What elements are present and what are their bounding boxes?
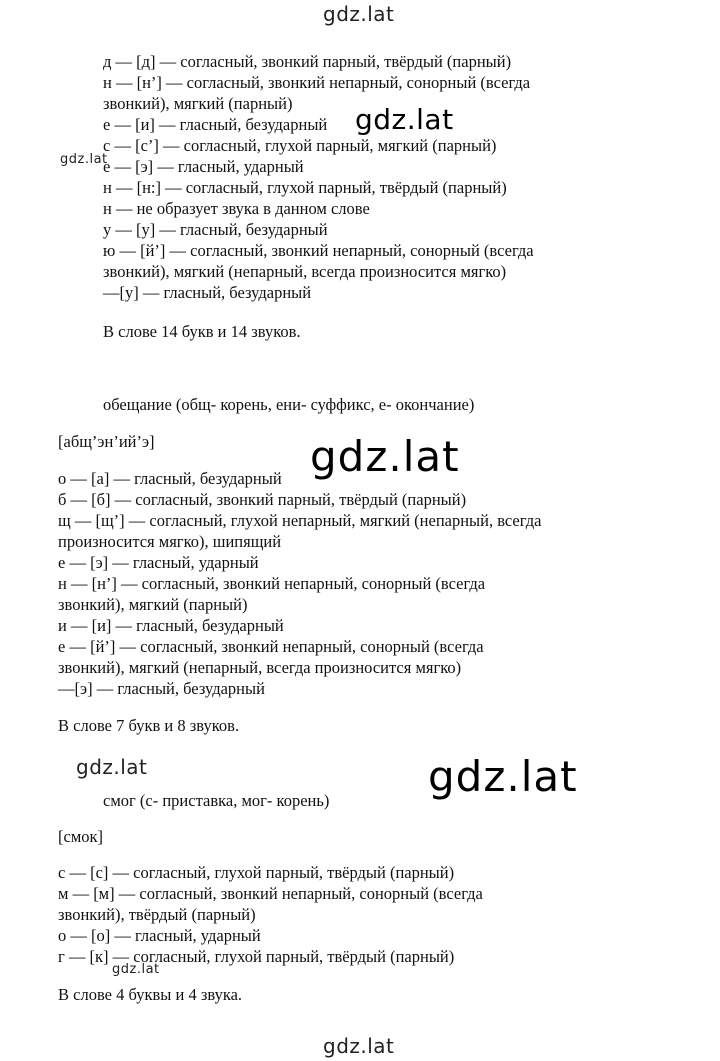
analysis-line: о — [о] — гласный, ударный (58, 926, 261, 945)
word-breakdown: обещание (общ- корень, ени- суффикс, е- окончание) (103, 395, 475, 414)
analysis-line: щ — [щ’] — согласный, глухой непарный, мягкий (непарный, всегда (58, 511, 542, 530)
transcription: [смок] (58, 827, 104, 846)
analysis-line: звонкий), твёрдый (парный) (58, 905, 256, 924)
watermark: gdz.lat (60, 152, 108, 167)
analysis-line: с — [с] — согласный, глухой парный, твёрдый (парный) (58, 863, 455, 882)
analysis-line: г — [к] — согласный, глухой парный, твёрдый (парный) (58, 947, 455, 966)
analysis-line: е — [и] — гласный, безударный (103, 115, 328, 134)
analysis-line: звонкий), мягкий (непарный, всегда произносится мягко) (58, 658, 462, 677)
analysis-line: е — [э] — гласный, ударный (58, 553, 259, 572)
watermark: gdz.lat (428, 752, 578, 801)
analysis-line: д — [д] — согласный, звонкий парный, твёрдый (парный) (103, 52, 512, 71)
analysis-line: е — [э] — гласный, ударный (103, 157, 304, 176)
analysis-line: звонкий), мягкий (парный) (103, 94, 293, 113)
analysis-line: м — [м] — согласный, звонкий непарный, сонорный (всегда (58, 884, 483, 903)
summary-text: В слове 7 букв и 8 звуков. (58, 716, 240, 735)
analysis-line: о — [а] — гласный, безударный (58, 469, 282, 488)
summary-text: В слове 4 буквы и 4 звука. (58, 985, 243, 1004)
watermark-top: gdz.lat (323, 2, 395, 26)
analysis-line: н — не образует звука в данном слове (103, 199, 370, 218)
watermark: gdz.lat (310, 432, 460, 481)
analysis-line: с — [с’] — согласный, глухой парный, мягкий (парный) (103, 136, 497, 155)
analysis-line: н — [н:] — согласный, глухой парный, твёрдый (парный) (103, 178, 507, 197)
analysis-line: ю — [й’] — согласный, звонкий непарный, сонорный (всегда (103, 241, 534, 260)
analysis-line: б — [б] — согласный, звонкий парный, твёрдый (парный) (58, 490, 467, 509)
analysis-line: —[э] — гласный, безударный (58, 679, 265, 698)
analysis-line: произносится мягко), шипящий (58, 532, 282, 551)
watermark-bottom: gdz.lat (323, 1034, 395, 1058)
analysis-line: н — [н’] — согласный, звонкий непарный, сонорный (всегда (103, 73, 531, 92)
transcription: [абщ’эн’ий’э] (58, 432, 155, 451)
analysis-line: и — [и] — гласный, безударный (58, 616, 284, 635)
analysis-line: н — [н’] — согласный, звонкий непарный, сонорный (всегда (58, 574, 486, 593)
analysis-line: звонкий), мягкий (непарный, всегда произносится мягко) (103, 262, 507, 281)
word-breakdown: смог (с- приставка, мог- корень) (103, 791, 330, 810)
summary-text: В слове 14 букв и 14 звуков. (103, 322, 301, 341)
watermark: gdz.lat (355, 103, 454, 136)
analysis-line: звонкий), мягкий (парный) (58, 595, 248, 614)
analysis-line: —[у] — гласный, безударный (103, 283, 312, 302)
watermark: gdz.lat (112, 962, 160, 977)
watermark: gdz.lat (76, 755, 148, 779)
analysis-line: е — [й’] — согласный, звонкий непарный, сонорный (всегда (58, 637, 484, 656)
analysis-line: у — [у] — гласный, безударный (103, 220, 328, 239)
